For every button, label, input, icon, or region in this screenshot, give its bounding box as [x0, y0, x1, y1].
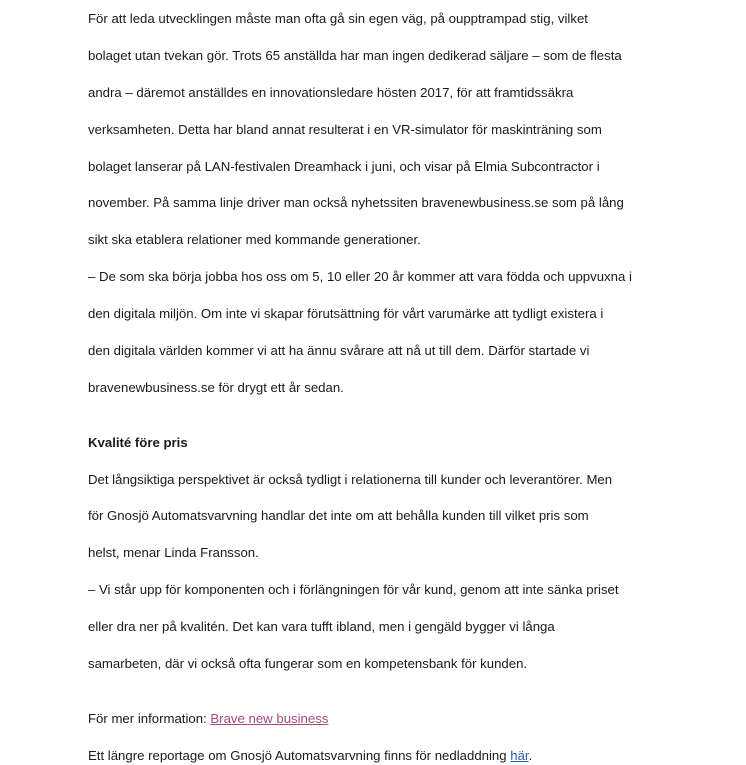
info-prefix: För mer information: — [88, 710, 211, 726]
report-suffix: . — [528, 747, 533, 763]
brave-new-business-link[interactable]: Brave new business — [210, 710, 329, 726]
text-line: för Gnosjö Automatsvarvning handlar det inte om att behålla kunden till vilket pris som — [88, 508, 589, 524]
text-line: bolaget utan tvekan gör. Trots 65 anställda har man ingen dedikerad säljare – som de flesta — [88, 48, 622, 64]
text-line: – Vi står upp för komponenten och i förlängningen för vår kund, genom att inte sänka priset — [88, 581, 619, 597]
text-line: – De som ska börja jobba hos oss om 5, 10 eller 20 år kommer att vara födda och uppvuxna i — [88, 269, 632, 285]
text-line: sikt ska etablera relationer med kommande generationer. — [88, 232, 421, 248]
section-heading: Kvalité före pris — [88, 434, 188, 450]
text-line: bravenewbusiness.se för drygt ett år sedan. — [88, 379, 344, 395]
download-link[interactable]: här — [510, 747, 529, 763]
paragraph-gap — [88, 728, 668, 746]
document-page — [88, 0, 668, 765]
report-line — [88, 747, 668, 765]
text-line: Det långsiktiga perspektivet är också tydligt i relationerna till kunder och leverantörer. Men — [88, 471, 613, 487]
text-line: den digitala miljön. Om inte vi skapar förutsättning för vårt varumärke att tydligt existera i — [88, 305, 604, 321]
text-line: den digitala världen kommer vi att ha ännu svårare att nå ut till dem. Därför startade vi — [88, 342, 590, 358]
text-line: andra – däremot anställdes en innovationsledare hösten 2017, för att framtidssäkra — [88, 85, 574, 101]
section-paragraph — [88, 452, 668, 691]
text-line: verksamheten. Detta har bland annat resulterat i en VR-simulator för maskinträning som — [88, 121, 602, 137]
text-line: bolaget lanserar på LAN-festivalen Dreamhack i juni, och visar på Elmia Subcontractor i — [88, 158, 600, 174]
info-line — [88, 710, 668, 728]
text-line: samarbeten, där vi också ofta fungerar som en kompetensbank för kunden. — [88, 655, 528, 671]
report-prefix: Ett längre reportage om Gnosjö Automatsvarvning finns för nedladdning — [88, 747, 511, 763]
intro-paragraph — [88, 0, 668, 415]
text-line: eller dra ner på kvalitén. Det kan vara tufft ibland, men i gengäld bygger vi långa — [88, 618, 555, 634]
text-line: För att leda utvecklingen måste man ofta gå sin egen väg, på oupptrampad stig, vilket — [88, 11, 588, 27]
paragraph-gap — [88, 415, 668, 433]
paragraph-gap — [88, 691, 668, 709]
text-line: november. På samma linje driver man också nyhetssiten bravenewbusiness.se som på lång — [88, 195, 624, 211]
text-line: helst, menar Linda Fransson. — [88, 545, 259, 561]
